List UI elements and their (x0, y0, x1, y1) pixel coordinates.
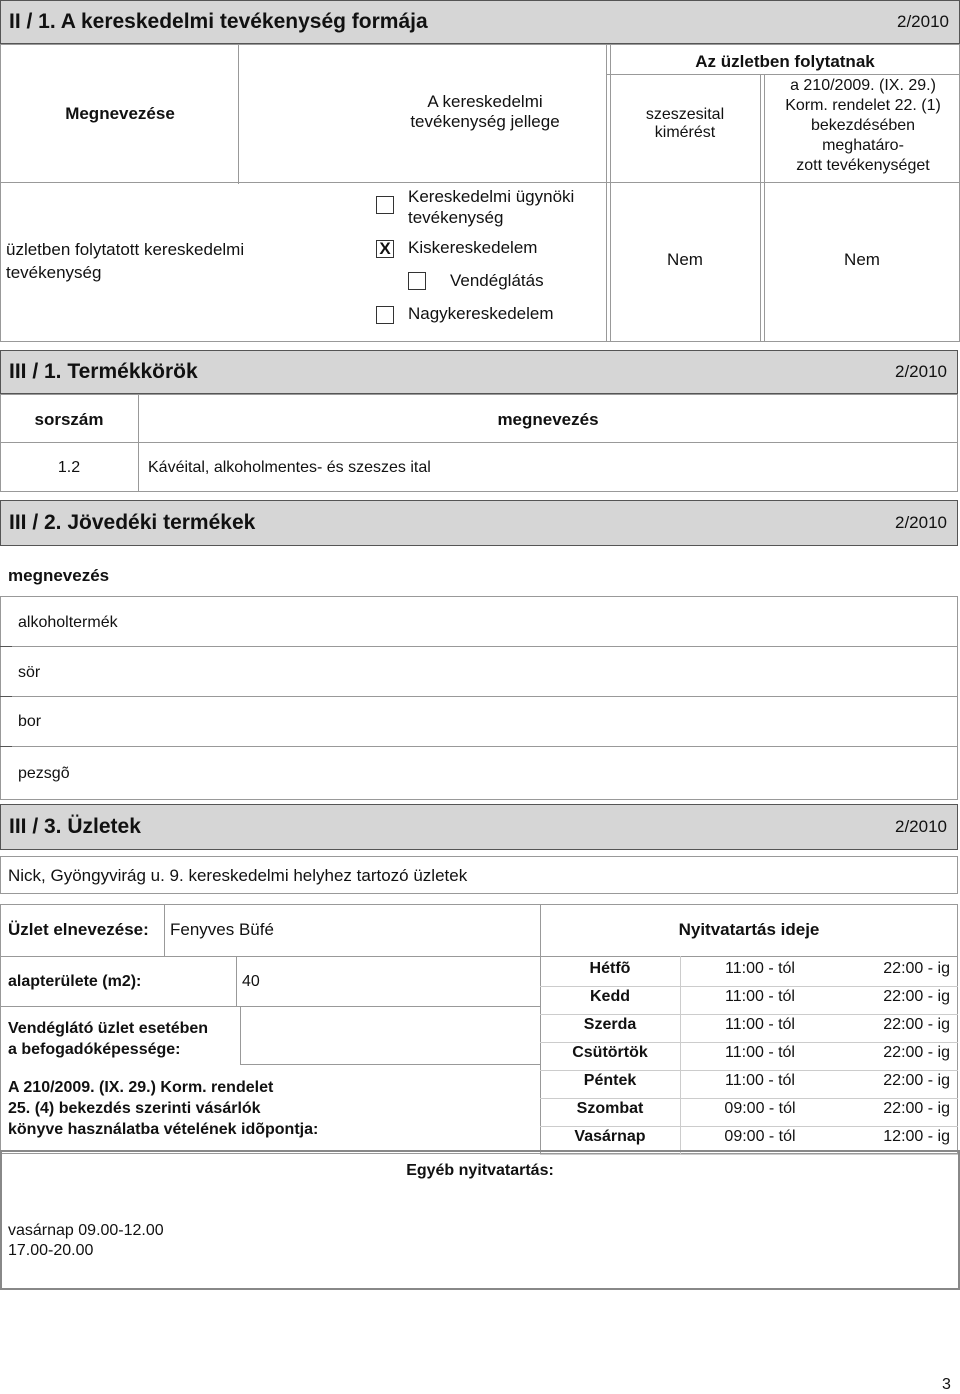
section-header-shops (0, 804, 958, 850)
shop-name-value: Fenyves Büfé (170, 920, 274, 939)
column-header-conducted: Az üzletben folytatnak (695, 52, 875, 71)
hours-row-separator (540, 1042, 958, 1043)
hours-to: 22:00 - ig (883, 1100, 950, 1117)
alcohol-line1: szeszesital (645, 106, 725, 123)
hours-to: 22:00 - ig (883, 1072, 950, 1089)
hours-to: 22:00 - ig (883, 960, 950, 977)
regulated-line2: Korm. rendelet 22. (1) (785, 97, 941, 114)
area-label: alapterülete (m2): (8, 973, 142, 990)
hours-from: 09:00 - tól (724, 1100, 796, 1117)
checkbox-wholesale[interactable] (376, 306, 394, 324)
hours-from: 11:00 - tól (725, 1072, 795, 1089)
hours-to: 22:00 - ig (883, 988, 950, 1005)
complaint-book-label (8, 1077, 318, 1140)
section-title: III / 3. Üzletek (9, 815, 141, 838)
product-name: Kávéital, alkoholmentes- és szeszes ital (148, 459, 431, 476)
hours-day: Kedd (590, 988, 630, 1005)
section-year: 2/2010 (895, 362, 947, 381)
column-header-nature-line1: A kereskedelmi (427, 92, 543, 111)
column-header-regulated (766, 76, 960, 176)
option-agent-line2: tevékenység (408, 208, 504, 227)
option-agent-line1: Kereskedelmi ügynöki (408, 187, 575, 206)
excise-header: megnevezés (8, 566, 110, 585)
hours-from: 11:00 - tól (725, 988, 795, 1005)
hours-day: Szerda (583, 1016, 637, 1033)
section-header-activity-form (0, 0, 960, 44)
checkbox-agent[interactable] (376, 196, 394, 214)
header-serial: sorszám (34, 410, 104, 429)
regulated-line1: a 210/2009. (IX. 29.) (790, 77, 936, 94)
other-hours-text (8, 1221, 164, 1261)
option-wholesale-label: Nagykereskedelem (408, 304, 554, 323)
alcohol-value: Nem (667, 250, 703, 269)
hours-row-separator (540, 1098, 958, 1099)
header-name: megnevezés (497, 410, 599, 429)
hours-to: 22:00 - ig (883, 1044, 950, 1061)
regulated-line3: bekezdésében (810, 117, 916, 134)
excise-list (0, 596, 958, 800)
section-year: 2/2010 (897, 12, 949, 31)
checkbox-retail[interactable]: X (376, 240, 394, 258)
option-catering-label: Vendéglátás (450, 271, 544, 290)
excise-item: bor (18, 713, 42, 730)
hours-day: Csütörtök (572, 1044, 648, 1061)
excise-item: pezsgõ (18, 765, 70, 782)
hours-row-separator (540, 1070, 958, 1071)
column-header-name: Megnevezése (65, 104, 175, 123)
option-retail-label: Kiskereskedelem (408, 238, 538, 257)
section-title: III / 1. Termékkörök (9, 360, 198, 383)
section-header-product-groups (0, 350, 958, 394)
section-year: 2/2010 (895, 513, 947, 532)
page-number: 3 (942, 1376, 951, 1393)
excise-item: alkoholtermék (18, 614, 118, 631)
hours-row-separator (540, 1014, 958, 1015)
regulated-line4: meghatáro- (822, 137, 904, 154)
row-name-line2: tevékenység (6, 263, 102, 282)
shop-name-label: Üzlet elnevezése: (8, 920, 149, 939)
hours-row-separator (540, 1126, 958, 1127)
hours-column-divider (680, 956, 681, 1154)
checkbox-catering[interactable] (408, 272, 426, 290)
column-header-nature-line2: tevékenység jellege (410, 112, 560, 131)
excise-item: sör (18, 664, 41, 681)
complaint-book-line2: 25. (4) bekezdés szerinti vásárlók (8, 1100, 261, 1117)
complaint-book-line3: könyve használatba vételének idõpontja: (8, 1121, 319, 1138)
capacity-line2: a befogadóképessége: (8, 1041, 181, 1058)
row-name-line1: üzletben folytatott kereskedelmi (6, 240, 245, 259)
area-value: 40 (242, 973, 260, 990)
hours-day: Hétfõ (589, 960, 631, 977)
complaint-book-line1: A 210/2009. (IX. 29.) Korm. rendelet (8, 1079, 274, 1096)
column-header-nature (360, 92, 610, 132)
section-header-excise-products (0, 500, 958, 546)
other-hours-line1: vasárnap 09.00-12.00 (8, 1222, 164, 1239)
option-agent-label (408, 186, 574, 228)
hours-day: Szombat (576, 1100, 644, 1117)
section-title: III / 2. Jövedéki termékek (9, 511, 256, 534)
hours-to: 22:00 - ig (883, 1016, 950, 1033)
product-groups-table (0, 394, 958, 492)
hours-from: 11:00 - tól (725, 1044, 795, 1061)
hours-day: Vasárnap (574, 1128, 646, 1145)
capacity-label (8, 1018, 208, 1060)
hours-from: 09:00 - tól (724, 1128, 796, 1145)
row-name (6, 238, 306, 284)
product-serial: 1.2 (57, 459, 81, 476)
other-hours-label: Egyéb nyitvatartás: (406, 1162, 554, 1179)
other-hours-line2: 17.00-20.00 (8, 1242, 94, 1259)
hours-day: Péntek (583, 1072, 637, 1089)
hours-from: 11:00 - tól (725, 1016, 795, 1033)
regulated-line5: zott tevékenységet (796, 157, 930, 174)
regulated-value: Nem (844, 250, 880, 269)
section-title: II / 1. A kereskedelmi tevékenység formája (9, 10, 428, 33)
hours-from: 11:00 - tól (725, 960, 795, 977)
alcohol-line2: kimérést (654, 124, 716, 141)
section-year: 2/2010 (895, 817, 947, 836)
opening-hours-header: Nyitvatartás ideje (678, 920, 820, 939)
shop-address: Nick, Gyöngyvirág u. 9. kereskedelmi helyhez tartozó üzletek (8, 866, 468, 885)
column-header-alcohol (610, 106, 760, 142)
hours-row-separator (540, 986, 958, 987)
hours-to: 12:00 - ig (883, 1128, 950, 1145)
capacity-line1: Vendéglátó üzlet esetében (8, 1020, 209, 1037)
